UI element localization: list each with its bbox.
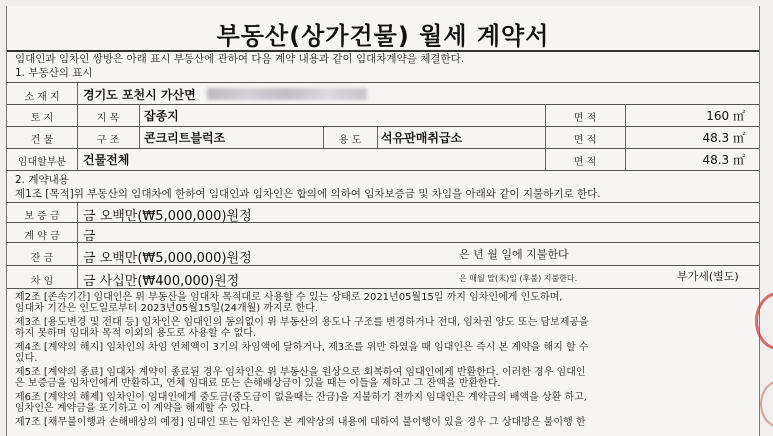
section-contract-heading: 2. 계약내용 xyxy=(15,174,69,186)
clause-2-line-2: 임대차 기간은 인도일로부터 2023년05월15일(24개월) 까지로 한다. xyxy=(15,303,319,314)
balance-label: 잔 금 xyxy=(30,253,54,264)
rent-label: 차 임 xyxy=(30,276,54,287)
lease-area-value: 48.3 ㎡ xyxy=(702,153,745,167)
column-divider xyxy=(323,126,324,148)
land-area-label: 면 적 xyxy=(573,113,597,124)
contract-fee-label: 계 약 금 xyxy=(24,231,60,242)
building-area-value: 48.3 ㎡ xyxy=(702,131,745,145)
land-category-label: 지 목 xyxy=(96,113,120,124)
divider xyxy=(7,202,759,203)
clause-7-line-1: 제7조 [채무불이행과 손해배상의 예정] 임대인 또는 임차인은 본 계약상의 내용에 대하여 불이행이 있을 경우 그 상대방은 불이행 한 xyxy=(15,417,586,428)
clause-5-line-1: 제5조 [계약의 종료] 임대차 계약이 종료된 경우 임차인은 위 부동산을 원상으로 회복하여 임대인에게 반환한다. 이러한 경우 임대인 xyxy=(15,367,586,378)
clause-3-line-1: 제3조 [용도변경 및 전대 등] 임차인은 임대인의 동의없이 위 부동산의 용도나 구조를 변경하거나 전대, 임차권 양도 또는 담보제공을 xyxy=(15,317,589,328)
clause-4-line-1: 제4조 [계약의 해지] 임차인의 차임 연체액이 3기의 차임액에 달하거나, 제3조를 위반 하였을 때 임대인은 즉시 본 계약을 해지 할 수 xyxy=(15,342,589,353)
clause-5-line-2: 은 보증금을 임차인에게 반환하고, 연체 임대료 또는 손해배상금이 있을 때는 이들을 제하고 그 잔액을 반환한다. xyxy=(15,378,501,389)
column-divider xyxy=(377,126,378,148)
lease-part-label: 임대할부분 xyxy=(17,157,67,168)
deposit-label: 보 증 금 xyxy=(24,211,60,222)
clause-6-line-2: 임차인은 계약금을 포기하고 이 계약을 해제할 수 있다. xyxy=(15,403,253,414)
vat-note: 부가세(별도) xyxy=(677,270,739,283)
red-seal-stamp xyxy=(760,380,773,428)
column-divider xyxy=(77,202,78,288)
intro-text: 임대인과 임차인 쌍방은 아래 표시 부동산에 관하여 다음 계약 내용과 같이 임대차계약을 체결한다. xyxy=(15,53,465,65)
contract-fee-value: 금 xyxy=(83,229,96,244)
clause-4-line-2: 있다. xyxy=(15,353,38,364)
balance-value: 금 오백만(₩5,000,000)원정 xyxy=(83,251,252,266)
location-value: 경기도 포천시 가산면 xyxy=(83,88,196,102)
divider xyxy=(7,148,759,149)
land-area-value: 160 ㎡ xyxy=(706,109,745,123)
clause-2-line-1: 제2조 [존속기간] 임대인은 위 부동산을 임대차 목적대로 사용할 수 있는 상태로 2021년05월15일 까지 임차인에게 인도하며, xyxy=(15,292,563,303)
divider xyxy=(7,222,759,223)
clause-1: 제1조 [목적]위 부동산의 임대차에 한하여 임대인과 임차인은 합의에 의하여 임차보증금 및 차임을 아래와 같이 지불하기로 한다. xyxy=(15,188,601,200)
building-use-label: 용 도 xyxy=(338,135,362,146)
divider xyxy=(7,126,759,127)
lease-contract-document xyxy=(6,6,760,436)
column-divider xyxy=(625,104,626,170)
divider xyxy=(7,50,759,52)
building-structure-label: 구 조 xyxy=(96,135,120,146)
location-label: 소 재 지 xyxy=(24,92,60,103)
deposit-value: 금 오백만(₩5,000,000)원정 xyxy=(83,209,252,224)
redacted-address xyxy=(207,88,367,100)
divider xyxy=(7,242,759,243)
building-label: 건 물 xyxy=(30,135,54,146)
balance-payment-date: 은 년 월 일에 지불한다 xyxy=(459,248,569,261)
divider xyxy=(7,104,759,105)
lease-part-value: 건물전체 xyxy=(83,153,130,167)
section-property-heading: 1. 부동산의 표시 xyxy=(15,67,93,79)
land-category-value: 잡종지 xyxy=(144,109,179,123)
building-area-label: 면 적 xyxy=(573,135,597,146)
divider xyxy=(7,170,759,171)
rent-payment-note: 은 매월 말(末)일 (후불) 지불한다. xyxy=(459,274,578,283)
land-label: 토 지 xyxy=(30,113,54,124)
lease-area-label: 면 적 xyxy=(573,157,597,168)
column-divider xyxy=(545,104,546,170)
clause-3-line-2: 하지 못하며 임대차 목적 이외의 용도로 사용할 수 없다. xyxy=(15,328,257,339)
divider xyxy=(7,265,759,266)
building-structure-value: 콘크리트블럭조 xyxy=(144,131,226,145)
clause-6-line-1: 제6조 [계약의 해제] 임차인이 임대인에게 중도금(중도금이 없을때는 잔금)을 지불하기 전까지 임대인은 계약금의 배액을 상환 하고, xyxy=(15,392,587,403)
divider xyxy=(7,288,759,289)
building-use-value: 석유판매취급소 xyxy=(381,131,463,145)
document-title: 부동산(상가건물) 월세 계약서 xyxy=(216,22,550,50)
rent-value: 금 사십만(₩400,000)원정 xyxy=(83,274,240,289)
divider xyxy=(7,82,759,83)
